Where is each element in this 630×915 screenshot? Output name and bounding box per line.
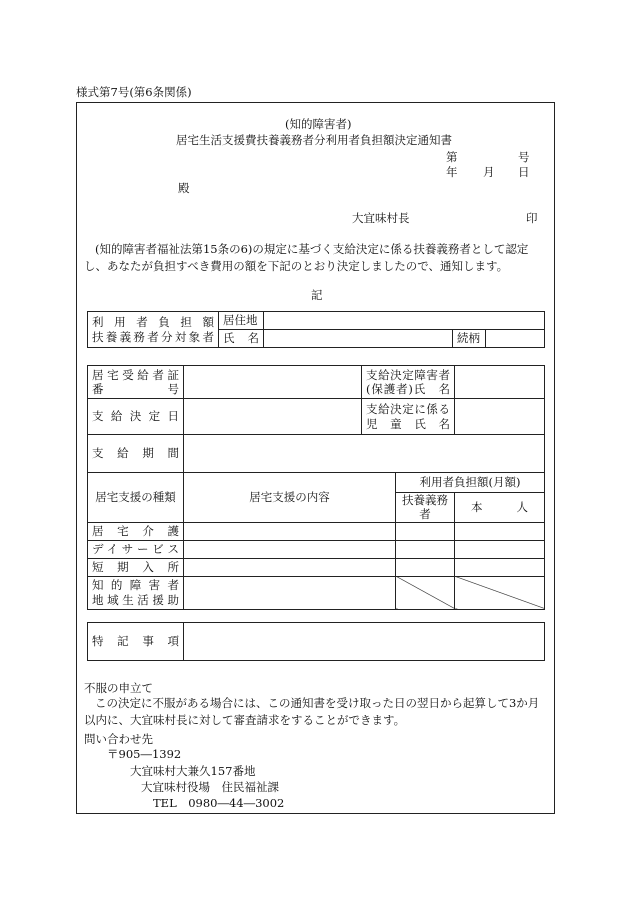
address-label: 居住地 [219, 312, 264, 330]
child-name-value[interactable] [455, 399, 545, 435]
contact-office: 大宜味村役場 住民福祉課 [141, 780, 279, 794]
service-type-header: 居宅支援の種類 [88, 473, 184, 523]
service-content-cell[interactable] [184, 576, 396, 609]
relation-value[interactable] [486, 330, 545, 348]
target-person-label: 利用者負担額 扶養義務者分対象者 [88, 312, 219, 348]
seal: 印 [526, 211, 538, 225]
date-day: 日 [518, 165, 530, 179]
period-value[interactable] [184, 435, 545, 473]
date-month: 月 [483, 165, 495, 179]
service-table [87, 365, 545, 610]
appeal-title: 不服の申立て [84, 681, 153, 695]
addressee-suffix: 殿 [178, 181, 190, 195]
service-row-label: 知的障害者 地域生活援助 [88, 576, 184, 609]
self-cell[interactable] [455, 540, 545, 558]
recipient-cert-label: 居宅受給者証 番号 [88, 366, 184, 399]
service-row-label: デイサービス [88, 540, 184, 558]
service-content-header: 居宅支援の内容 [184, 473, 396, 523]
decision-date-value[interactable] [184, 399, 362, 435]
remarks-label: 特記事項 [88, 623, 184, 661]
page-title: 居宅生活支援費扶養義務者分利用者負担額決定通知書 [176, 133, 452, 147]
decided-person-value[interactable] [455, 366, 545, 399]
recipient-cert-value[interactable] [184, 366, 362, 399]
relation-label: 続柄 [453, 330, 486, 348]
name-label: 氏名 [219, 330, 264, 348]
decided-person-label: 支給決定障害者 (保護者)氏 名 [362, 366, 455, 399]
service-content-cell[interactable] [184, 558, 396, 576]
appeal-text: この決定に不服がある場合には、この通知書を受け取った日の翌日から起算して3か月以内に、大宜味村長に対して審査請求をすることができます。 [84, 696, 540, 727]
service-content-cell[interactable] [184, 540, 396, 558]
period-label: 支給期間 [88, 435, 184, 473]
contact-tel: TEL 0980―44―3002 [153, 796, 285, 810]
burden-header: 利用者負担額(月額) [396, 473, 545, 493]
service-row-label: 短期入所 [88, 558, 184, 576]
contact-title: 問い合わせ先 [84, 732, 153, 746]
service-row-label: 居宅介護 [88, 522, 184, 540]
name-value[interactable] [264, 330, 453, 348]
service-content-cell[interactable] [184, 522, 396, 540]
remarks-table [87, 622, 545, 661]
self-cell[interactable] [455, 558, 545, 576]
address-value[interactable] [264, 312, 545, 330]
doc-no-prefix: 第 [446, 150, 458, 164]
body-text: (知的障害者福祉法第15条の6)の規定に基づく支給決定に係る扶養義務者として認定し、あなたが負担すべき費用の額を下記のとおり決定しましたので、通知します。 [84, 242, 529, 273]
contact-zip: 〒905―1392 [107, 747, 182, 761]
remarks-value[interactable] [184, 623, 545, 661]
obligor-header: 扶養義務者 [396, 493, 455, 523]
obligor-cell[interactable] [396, 540, 455, 558]
self-cell-crossed [455, 576, 545, 609]
issuer: 大宜味村長 [352, 211, 410, 225]
obligor-cell[interactable] [396, 522, 455, 540]
date-year: 年 [446, 165, 458, 179]
child-name-label: 支給決定に係る 児童氏名 [362, 399, 455, 435]
self-cell[interactable] [455, 522, 545, 540]
target-person-table [87, 311, 545, 348]
obligor-cell-crossed [396, 576, 455, 609]
self-header: 本人 [455, 493, 545, 523]
title-sub: (知的障害者) [285, 117, 352, 131]
form-number: 様式第7号(第6条関係) [76, 85, 192, 99]
ki-label: 記 [311, 288, 323, 302]
obligor-cell[interactable] [396, 558, 455, 576]
doc-no-suffix: 号 [518, 150, 530, 164]
decision-date-label: 支給決定日 [88, 399, 184, 435]
contact-address: 大宜味村大兼久157番地 [130, 764, 256, 778]
